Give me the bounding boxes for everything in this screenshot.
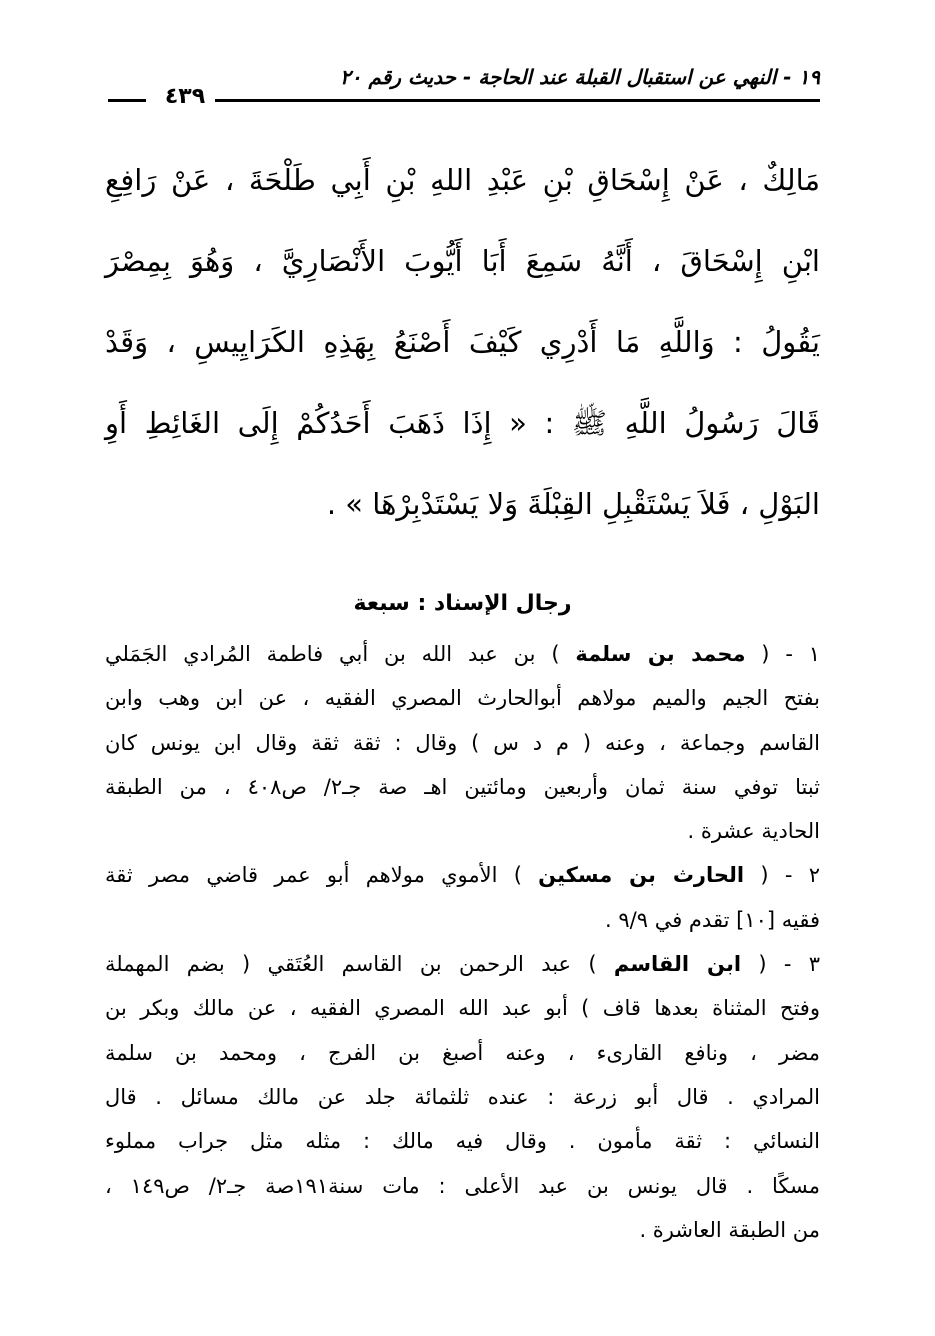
narrator-line	[105, 721, 820, 765]
section-title: رجال الإسناد : سبعة	[353, 591, 572, 616]
narrator-text: مسكًا . قال يونس بن عبد الأعلى : مات سنة١٩١صة جـ٢/ ص١٤٩ ،	[105, 1173, 821, 1198]
narrator-line	[105, 898, 820, 942]
hadith-text	[105, 140, 820, 545]
hadith-line: البَوْلِ ، فَلاَ يَسْتَقْبِلِ القِبْلَةَ وَلا يَسْتَدْبِرْهَا » .	[326, 487, 820, 521]
narrator-line	[105, 809, 820, 853]
hadith-line: قَالَ رَسُولُ اللَّهِ ﷺ : « إِذَا ذَهَبَ أَحَدُكُمْ إِلَى الغَائِطِ أَوِ	[105, 406, 820, 440]
hadith-line: يَقُولُ : وَاللَّهِ مَا أَدْرِي كَيْفَ أَصْنَعُ بِهَذِهِ الكَرَايِيسِ ، وَقَدْ	[105, 325, 820, 359]
narrator-text: المرادي . قال أبو زرعة : عنده ثلثمائة جلد عن مالك مسائل . قال	[105, 1084, 820, 1109]
narrator-text: ) بن عبد الله بن أبي فاطمة المُرادي الجَمَلي	[105, 642, 576, 666]
narrator-text: ) عبد الرحمن بن القاسم العُتَقي ( بضم المهملة	[105, 952, 614, 977]
hadith-line: ابْنِ إِسْحَاقَ ، أَنَّهُ سَمِعَ أَبَا أَيُّوبَ الأَنْصَارِيَّ ، وَهُوَ بِمِصْرَ	[105, 244, 820, 278]
narrator-name: الحارث بن مسكين	[538, 863, 745, 888]
narrator-text: الحادية عشرة .	[687, 819, 820, 844]
narrator-text: من الطبقة العاشرة .	[639, 1217, 820, 1242]
narrator-text: ) الأموي مولاهم أبو عمر قاضي مصر ثقة	[105, 863, 539, 888]
hadith-line: مَالِكٌ ، عَنْ إِسْحَاقِ بْنِ عَبْدِ اللهِ بْنِ أَبِي طَلْحَةَ ، عَنْ رَافِعِ	[105, 163, 820, 197]
narrator-line	[105, 1119, 820, 1163]
narrator-line	[105, 765, 820, 809]
narrator-number: ١ - (	[745, 642, 821, 666]
narrator-line	[105, 986, 820, 1030]
narrator-text: فقيه [١٠] تقدم في ٩/٩ .	[605, 907, 820, 932]
narrator-name: محمد بن سلمة	[575, 642, 746, 666]
narrator-text: القاسم وجماعة ، وعنه ( م د س ) وقال : ثقة ثقة وقال ابن يونس كان	[105, 730, 820, 755]
narrator-number: ٢ - (	[744, 863, 820, 888]
narrators-list	[105, 632, 820, 1252]
narrator-line	[105, 1031, 820, 1075]
narrator-line	[105, 942, 820, 986]
narrator-text: مضر ، ونافع القارىء ، وعنه أصبغ بن الفرج ، ومحمد بن سلمة	[105, 1040, 820, 1065]
narrator-name: ابن القاسم	[613, 952, 742, 977]
narrator-text: وفتح المثناة بعدها قاف ) أبو عبد الله المصري الفقيه ، عن مالك وبكر بن	[105, 996, 820, 1021]
narrator-line	[105, 853, 820, 897]
chapter-heading: ١٩ - النهي عن استقبال القبلة عند الحاجة - حديث رقم ٢٠	[340, 65, 820, 89]
header-rule	[215, 99, 820, 102]
narrator-line	[105, 676, 820, 720]
narrator-text: النسائي : ثقة مأمون . وقال فيه مالك : مثله مثل جراب مملوء	[105, 1129, 820, 1154]
narrator-text: بفتح الجيم والميم مولاهم أبوالحارث المصري الفقيه ، عن ابن وهب وابن	[105, 686, 820, 711]
narrator-line	[105, 1208, 820, 1252]
narrator-line	[105, 1075, 820, 1119]
narrator-line	[105, 632, 820, 676]
page-number: ٤٣٩	[164, 84, 206, 109]
page-number-dash	[108, 99, 146, 102]
narrator-line	[105, 1164, 820, 1208]
narrator-text: ثبتا توفي سنة ثمان وأربعين ومائتين اهـ صة جـ٢/ ص٤٠٨ ، من الطبقة	[105, 774, 821, 799]
page-header	[108, 62, 820, 112]
narrator-number: ٣ - (	[741, 952, 821, 977]
